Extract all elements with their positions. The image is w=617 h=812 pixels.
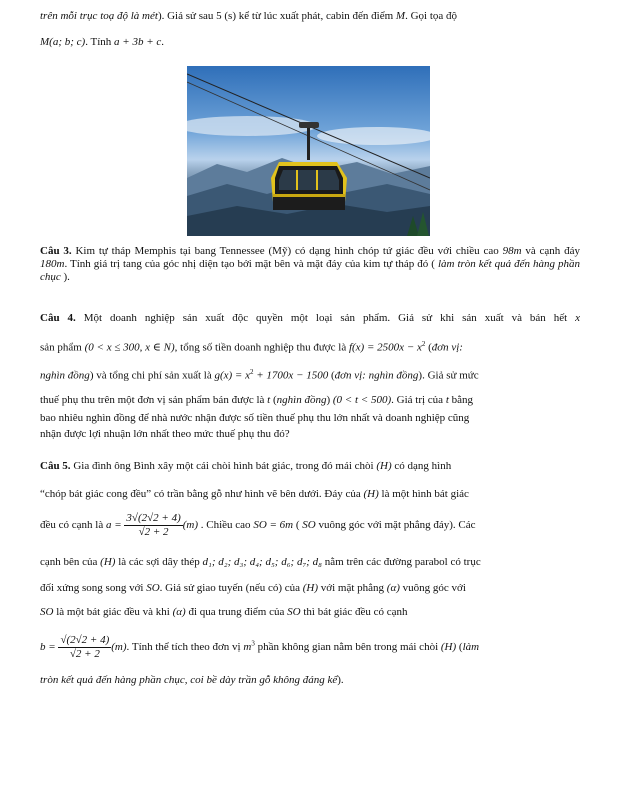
question-4-line-1: Câu 4. Một doanh nghiệp sản xuất độc quyền một loại sản phẩm. Giả sử khi sản xuất và bán hết x	[40, 312, 581, 324]
fraction-a: $\frac{3√(2√2 + 4)}{√2 + 2}$	[126, 512, 181, 538]
question-4-line-6: nhận được lợi nhuận lớn nhất theo mức thuế phụ thu đó?	[40, 428, 290, 440]
question-label: Câu 5.	[40, 460, 71, 472]
question-5-line-6: SO là một bát giác đều và khi (α) đi qua trung điểm của SO thì bát giác đều có cạnh	[40, 606, 408, 618]
unit-note: trên mỗi trục toạ độ là mét	[40, 10, 158, 22]
question-5-line-8: tròn kết quả đến hàng phần chục, coi bề dày trần gỗ không đáng kể).	[40, 674, 344, 686]
question-5-line-5: đối xứng song song với SO. Giả sử giao tuyến (nếu có) của (H) với mặt phẳng (α) vuông góc với	[40, 582, 466, 594]
cable-car-illustration	[187, 66, 430, 236]
question-4-line-2: sản phẩm (0 < x ≤ 300, x ∈ N), tổng số tiền doanh nghiệp thu được là $f(x) = 2500x - x^2$ (đơn vị:	[40, 340, 463, 354]
point-coords: M(a; b; c)	[40, 36, 86, 48]
fraction-b: $\frac{√(2√2 + 4)}{√2 + 2}$	[60, 634, 110, 660]
question-4-line-4: thuế phụ thu trên một đơn vị sản phẩm bán được là t (nghìn đồng) (0 < t < 500). Giá trị của t bằng	[40, 394, 474, 406]
question-5-line-1: Câu 5. Gia đình ông Bình xây một cái chòi hình bát giác, trong đó mái chòi (H) có dạng hình	[40, 460, 452, 472]
question-5-line-4: cạnh bên của (H) là các sợi dây thép d₁; d₂; d₃; d₄; d₅; d₆; d₇; d₈ nằm trên các đường parabol có trục	[40, 556, 481, 568]
question-label: Câu 3.	[40, 245, 72, 257]
question-4-line-3: nghìn đồng) và tổng chi phí sản xuất là $g(x) = x^2 + 1700x - 1500$ (đơn vị: nghìn đồng). Giả sử mức	[40, 368, 479, 382]
question-5-line-7: b = $\frac{√(2√2 + 4)}{√2 + 2}$ (m). Tính thể tích theo đơn vị $m^3$ phần không gian nằm bên trong mái chòi (H) (làm	[40, 634, 480, 660]
question-5-line-3: đều có cạnh là a = $\frac{3√(2√2 + 4)}{√2 + 2}$ (m) . Chiều cao SO = 6m ( SO vuông góc với mặt phẳng đáy). Các	[40, 512, 476, 538]
question-3: Câu 3. Kim tự tháp Memphis tại bang Tennessee (Mỹ) có dạng hình chóp tứ giác đều với chiều cao 98m và cạnh đáy 180m. Tính giá trị tang của góc nhị diện tạo bởi mặt bên và mặt đáy của kim tự tháp đó ( làm tròn kết quả đến hàng phần chục ).	[40, 245, 581, 283]
intro-line-1: trên mỗi trục toạ độ là mét). Giả sử sau 5 (s) kể từ lúc xuất phát, cabin đến điểm M. Gọi tọa độ	[40, 10, 458, 22]
question-5-line-2: “chóp bát giác cong đều” có trần bằng gỗ như hình vẽ bên dưới. Đáy của (H) là một hình bát giác	[40, 488, 469, 500]
cable-car-photo	[187, 66, 430, 236]
question-label: Câu 4.	[40, 312, 76, 324]
question-4-line-5: bao nhiêu nghìn đồng để nhà nước nhận được số tiền thuế phụ thu lớn nhất và doanh nghiệp cũng	[40, 412, 470, 424]
intro-line-2: M(a; b; c). Tính a + 3b + c.	[40, 36, 165, 48]
expression: a + 3b + c	[114, 36, 162, 48]
